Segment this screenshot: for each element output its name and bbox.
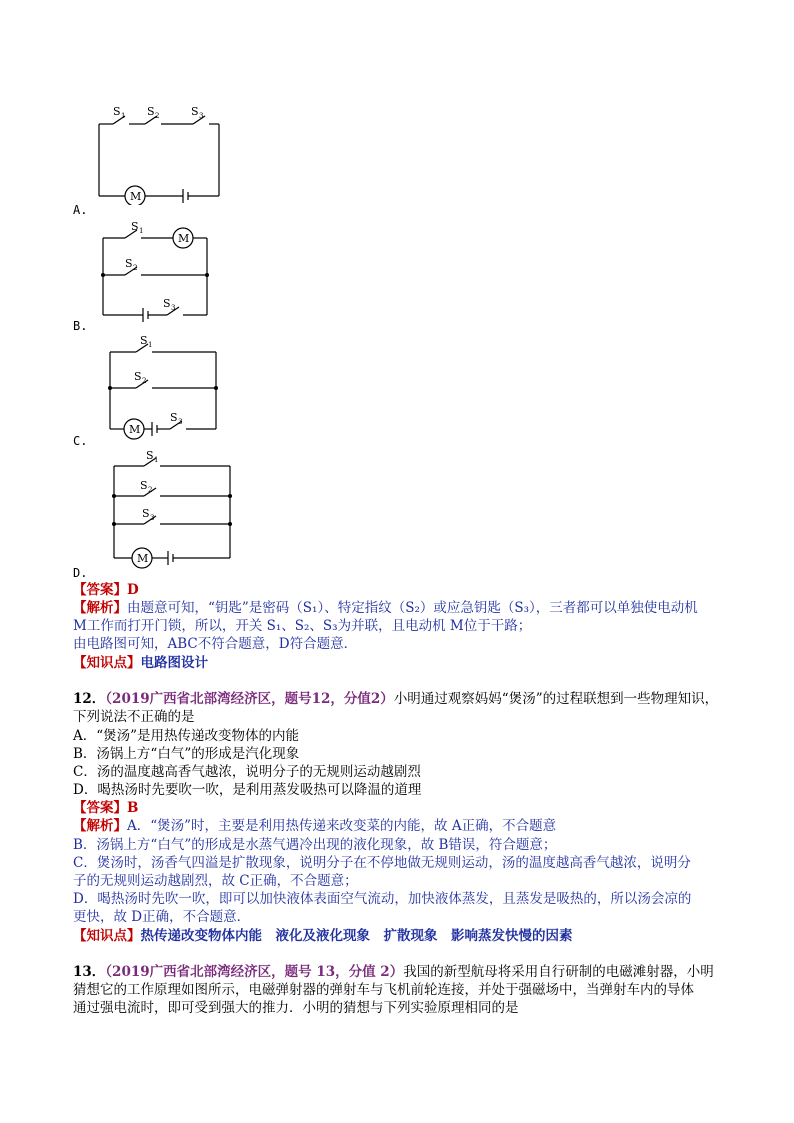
circuit-d-diagram xyxy=(108,448,238,573)
circuit-a-diagram xyxy=(95,100,225,205)
svg-text:1: 1 xyxy=(154,456,159,464)
svg-text:S: S xyxy=(170,411,178,424)
circuit-a-s1: S xyxy=(113,105,121,118)
q12-stem-2: 下列说法不正确的是 xyxy=(73,709,195,725)
q12-option-b: B．汤锅上方“白气”的形成是汽化现象 xyxy=(73,746,300,762)
q13-stem-1: 13．（2019广西省北部湾经济区，题号 13，分值 2）我国的新型航母将采用自行研制的电磁滩射器，小明 xyxy=(73,964,714,980)
q12-option-a: A．“煲汤”是用热传递改变物体的内能 xyxy=(73,728,300,744)
svg-text:M: M xyxy=(178,232,190,245)
svg-text:1: 1 xyxy=(148,341,153,349)
q12-analysis-1: 【解析】A．“煲汤”时，主要是利用热传递来改变菜的内能，故 A正确，不合题意 xyxy=(73,818,557,834)
q12-analysis-3: C．煲汤时，汤香气四溢是扩散现象，说明分子在不停地做无规则运动，汤的温度越高香气越浓，说明分 xyxy=(73,855,691,871)
svg-text:2: 2 xyxy=(133,264,138,272)
option-c-label: C. xyxy=(73,434,88,448)
svg-text:2: 2 xyxy=(148,486,153,494)
svg-text:3: 3 xyxy=(178,418,183,426)
svg-text:3: 3 xyxy=(199,112,204,120)
svg-text:1: 1 xyxy=(121,112,126,120)
svg-text:S: S xyxy=(125,257,133,270)
q13-stem-2: 猜想它的工作原理如图所示，电磁弹射器的弹射车与飞机前轮连接，并处于强磁场中，当弹射车内的导体 xyxy=(73,982,694,998)
svg-text:M: M xyxy=(130,190,142,203)
q12-analysis-5: D．喝热汤时先吹一吹，即可以加快液体表面空气流动，加快液体蒸发，且蒸发是吸热的，所以汤会凉的 xyxy=(73,891,692,907)
q12-analysis-6: 更快，故 D正确，不合题意． xyxy=(73,909,251,925)
svg-text:S: S xyxy=(140,479,148,492)
q12-option-c: C．汤的温度越高香气越浓，说明分子的无规则运动越剧烈 xyxy=(73,764,421,780)
circuit-b-diagram xyxy=(97,218,215,322)
q11-analysis-1: 【解析】由题意可知，“钥匙”是密码（S₁）、特定指纹（S₂）或应急钥匙（S₃），三者都可以单独使电动机 xyxy=(73,600,698,616)
q12-knowledge: 【知识点】热传递改变物体内能 液化及液化现象 扩散现象 影响蒸发快慢的因素 xyxy=(73,928,573,944)
q13-stem-3: 通过强电流时，即可受到强大的推力．小明的猜想与下列实验原理相同的是 xyxy=(73,1000,519,1016)
svg-text:M: M xyxy=(129,423,141,436)
q12-answer: 【答案】B xyxy=(73,800,139,816)
circuit-c-diagram xyxy=(104,332,222,442)
svg-text:S: S xyxy=(131,220,139,233)
q11-analysis-3: 由电路图可知，ABC不符合题意，D符合题意． xyxy=(73,636,358,652)
svg-text:S: S xyxy=(146,449,154,462)
q12-option-d: D．喝热汤时先要吹一吹，是利用蒸发吸热可以降温的道理 xyxy=(73,782,422,798)
svg-text:2: 2 xyxy=(155,112,160,120)
svg-text:S: S xyxy=(163,297,171,310)
svg-text:M: M xyxy=(137,552,149,565)
svg-text:2: 2 xyxy=(142,377,147,385)
svg-text:S: S xyxy=(191,105,199,118)
option-d-label: D. xyxy=(73,566,88,580)
q11-analysis-2: M工作而打开门锁，所以，开关 S₁、S₂、S₃为并联，且电动机 M位于干路； xyxy=(73,618,532,634)
q11-answer: 【答案】D xyxy=(73,582,139,598)
svg-text:S: S xyxy=(147,105,155,118)
svg-text:S: S xyxy=(140,334,148,347)
option-b-label: B. xyxy=(73,319,88,333)
q11-knowledge: 【知识点】电路图设计 xyxy=(73,655,208,671)
svg-text:3: 3 xyxy=(150,514,155,522)
svg-text:1: 1 xyxy=(139,227,144,235)
svg-text:S: S xyxy=(134,370,142,383)
q12-stem-1: 12．（2019广西省北部湾经济区，题号12，分值2）小明通过观察妈妈“煲汤”的过程联想到一些物理知识， xyxy=(73,691,719,707)
option-a-label: A. xyxy=(73,203,88,217)
q12-analysis-4: 子的无规则运动越剧烈，故 C正确，不合题意； xyxy=(73,873,358,889)
svg-text:3: 3 xyxy=(171,304,176,312)
q12-analysis-2: B．汤锅上方“白气”的形成是水蒸气遇冷出现的液化现象，故 B错误，符合题意； xyxy=(73,837,557,853)
svg-text:S: S xyxy=(142,507,150,520)
